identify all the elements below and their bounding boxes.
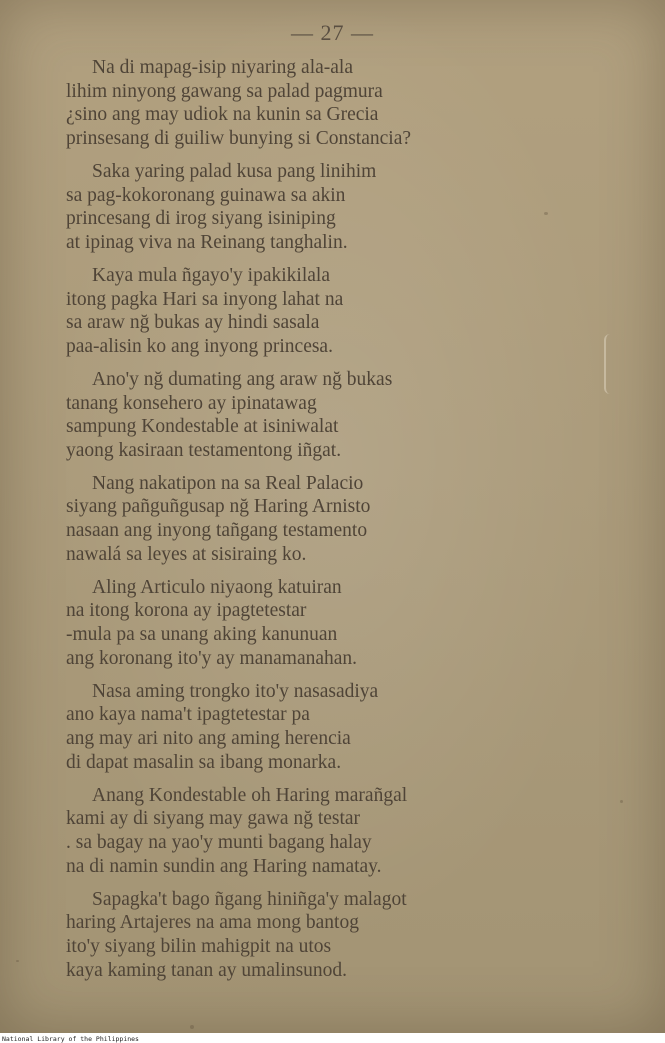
paper-spot	[16, 960, 19, 962]
poem-line: na di namin sundin ang Haring namatay.	[66, 855, 382, 877]
poem-line: at ipinag viva na Reinang tanghalin.	[66, 231, 348, 253]
stanza	[66, 472, 546, 566]
stanza	[66, 680, 546, 774]
poem-line: ang may ari nito ang aming herencia	[66, 728, 351, 749]
poem-line: lihim ninyong gawang sa palad pagmura	[66, 80, 383, 102]
poem-line: ang koronang ito'y ay manamanahan.	[66, 647, 358, 669]
margin-mark	[604, 334, 614, 394]
poem-line: ano kaya nama't ipagtetestar pa	[66, 704, 310, 726]
poem-line: -mula pa sa unang aking kanunuan	[66, 624, 338, 646]
poem-line: . sa bagay na yao'y munti bagang halay	[66, 831, 372, 853]
poem-line: Ano'y nğ dumating ang araw nğ bukas	[92, 368, 393, 390]
poem-body	[66, 56, 546, 992]
poem-line: tanang konsehero ay ipinatawag	[66, 392, 317, 414]
poem-line: Sapagka't bago ñgang hiniñga'y malagot	[92, 888, 407, 910]
stanza	[66, 264, 546, 358]
poem-line: sa araw nğ bukas ay hindi sasala	[66, 312, 320, 334]
poem-line: princesang di irog siyang isiniping	[66, 208, 336, 230]
stanza	[66, 160, 546, 254]
poem-line: Anang Kondestable oh Haring marañgal	[92, 784, 408, 806]
poem-line: kaya kaming tanan ay umalinsunod.	[66, 959, 348, 981]
poem-line: na itong korona ay ipagtetestar	[66, 600, 307, 622]
paper-spot	[190, 1025, 194, 1029]
poem-line: kami ay di siyang may gawa nğ testar	[66, 808, 361, 830]
poem-line: ¿sino ang may udiok na kunin sa Grecia	[66, 104, 379, 126]
poem-line: nasaan ang inyong tañgang testamento	[66, 520, 368, 542]
poem-line: prinsesang di guiliw bunying si Constancia?	[66, 127, 412, 149]
poem-line: yaong kasiraan testamentong iñgat.	[66, 439, 342, 461]
stanza	[66, 368, 546, 462]
stanza	[66, 56, 546, 150]
stanza	[66, 784, 546, 878]
stanza	[66, 576, 546, 670]
poem-line: itong pagka Hari sa inyong lahat na	[66, 288, 344, 310]
poem-line: Na di mapag-isip niyaring ala-ala	[92, 57, 353, 78]
poem-line: paa-alisin ko ang inyong princesa.	[66, 335, 333, 357]
stanza	[66, 888, 546, 982]
poem-line: Kaya mula ñgayo'y ipakikilala	[92, 264, 330, 286]
library-credit: National Library of the Philippines	[2, 1035, 139, 1043]
poem-line: nawalá sa leyes at sisiraing ko.	[66, 543, 307, 565]
poem-line: sampung Kondestable at isiniwalat	[66, 416, 339, 438]
poem-line: siyang pañguñgusap nğ Haring Arnisto	[66, 496, 371, 518]
poem-line: di dapat masalin sa ibang monarka.	[66, 751, 342, 773]
poem-line: haring Artajeres na ama mong bantog	[66, 912, 359, 934]
paper-spot	[620, 800, 623, 803]
poem-line: Nang nakatipon na sa Real Palacio	[92, 472, 364, 494]
poem-line: Saka yaring palad kusa pang linihim	[92, 160, 377, 182]
poem-line: ito'y siyang bilin mahigpit na utos	[66, 935, 332, 957]
page-number: — 27 —	[291, 20, 374, 45]
poem-line: Nasa aming trongko ito'y nasasadiya	[92, 680, 379, 702]
poem-line: Aling Articulo niyaong katuiran	[92, 576, 342, 598]
poem-line: sa pag-kokoronang guinawa sa akin	[66, 184, 346, 206]
